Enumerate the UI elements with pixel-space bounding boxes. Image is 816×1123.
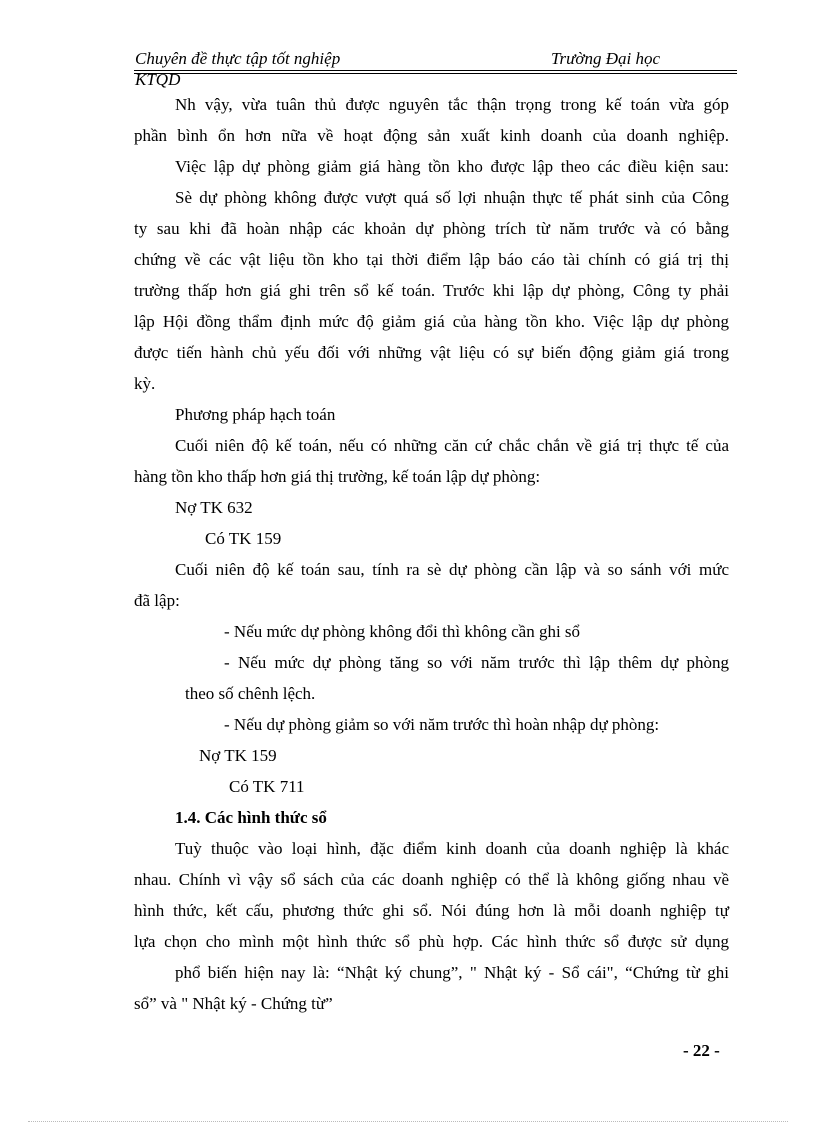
body-line: Việc lập dự phòng giảm giá hàng tồn kho được lập theo các điều kiện sau: [175,157,729,176]
body-line: kỳ. [134,374,156,393]
body-line: lập Hội đồng thẩm định mức độ giảm giá của hàng tồn kho. Việc lập dự phòng [134,312,729,331]
body-line: được tiến hành chủ yếu đối với những vật liệu có sự biến động giảm giá trong [134,343,729,362]
header-title-right: Trường Đại học [551,49,661,68]
body-line: hình thức, kết cấu, phương thức ghi sổ. Nói đúng hơn là mỗi doanh nghiệp tự [134,901,729,920]
section-heading: 1.4. Các hình thức sổ [175,808,327,827]
body-line: đã lập: [134,591,180,610]
body-line: trường thấp hơn giá ghi trên sổ kế toán. Trước khi lập dự phòng, Công ty phải [134,281,729,300]
page-number: - 22 - [683,1041,720,1060]
list-item: - Nếu mức dự phòng không đổi thì không cần ghi sổ [224,622,581,641]
list-item: - Nếu mức dự phòng tăng so với năm trước thì lập thêm dự phòng [224,653,729,672]
body-line: hàng tồn kho thấp hơn giá thị trường, kế toán lập dự phòng: [134,467,541,486]
body-line: Tuỳ thuộc vào loại hình, đặc điểm kinh doanh của doanh nghiệp là khác [175,839,729,858]
header-title-left: Chuyên đề thực tập tốt nghiệp [135,49,341,68]
body-line: chứng về các vật liệu tồn kho tại thời điểm lập báo cáo tài chính có giá trị thị [134,250,729,269]
page-bottom-border [28,1121,788,1122]
header-rule [134,70,737,74]
body-line: lựa chọn cho mình một hình thức sổ phù hợp. Các hình thức sổ được sử dụng [134,932,729,951]
body-line: ty sau khi đã hoàn nhập các khoản dự phòng trích từ năm trước và có bằng [134,219,729,238]
body-line: phần bình ổn hơn nữa về hoạt động sản xuất kinh doanh của doanh nghiệp. [134,126,729,145]
journal-credit: Có TK 711 [229,777,305,796]
body-line: sổ” và " Nhật ký - Chứng từ” [134,994,333,1013]
list-item-continuation: theo số chênh lệch. [185,684,316,703]
journal-debit: Nợ TK 159 [199,746,277,765]
body-line: phổ biến hiện nay là: “Nhật ký chung”, " Nhật ký - Sổ cái", “Chứng từ ghi [175,963,729,982]
header-title-continuation: KTQD [135,70,181,89]
body-line: nhau. Chính vì vậy sổ sách của các doanh nghiệp có thể là không giống nhau về [134,870,729,889]
body-line: Nh vậy, vừa tuân thủ được nguyên tắc thận trọng trong kế toán vừa góp [175,95,729,114]
section-label: Phương pháp hạch toán [175,405,336,424]
journal-debit: Nợ TK 632 [175,498,253,517]
body-line: Sè dự phòng không được vượt quá số lợi nhuận thực tế phát sinh của Công [175,188,729,207]
list-item: - Nếu dự phòng giảm so với năm trước thì hoàn nhập dự phòng: [224,715,660,734]
journal-credit: Có TK 159 [205,529,282,548]
body-line: Cuối niên độ kế toán sau, tính ra sè dự phòng cần lập và so sánh với mức [175,560,729,579]
body-line: Cuối niên độ kế toán, nếu có những căn cứ chắc chắn về giá trị thực tế của [175,436,729,455]
